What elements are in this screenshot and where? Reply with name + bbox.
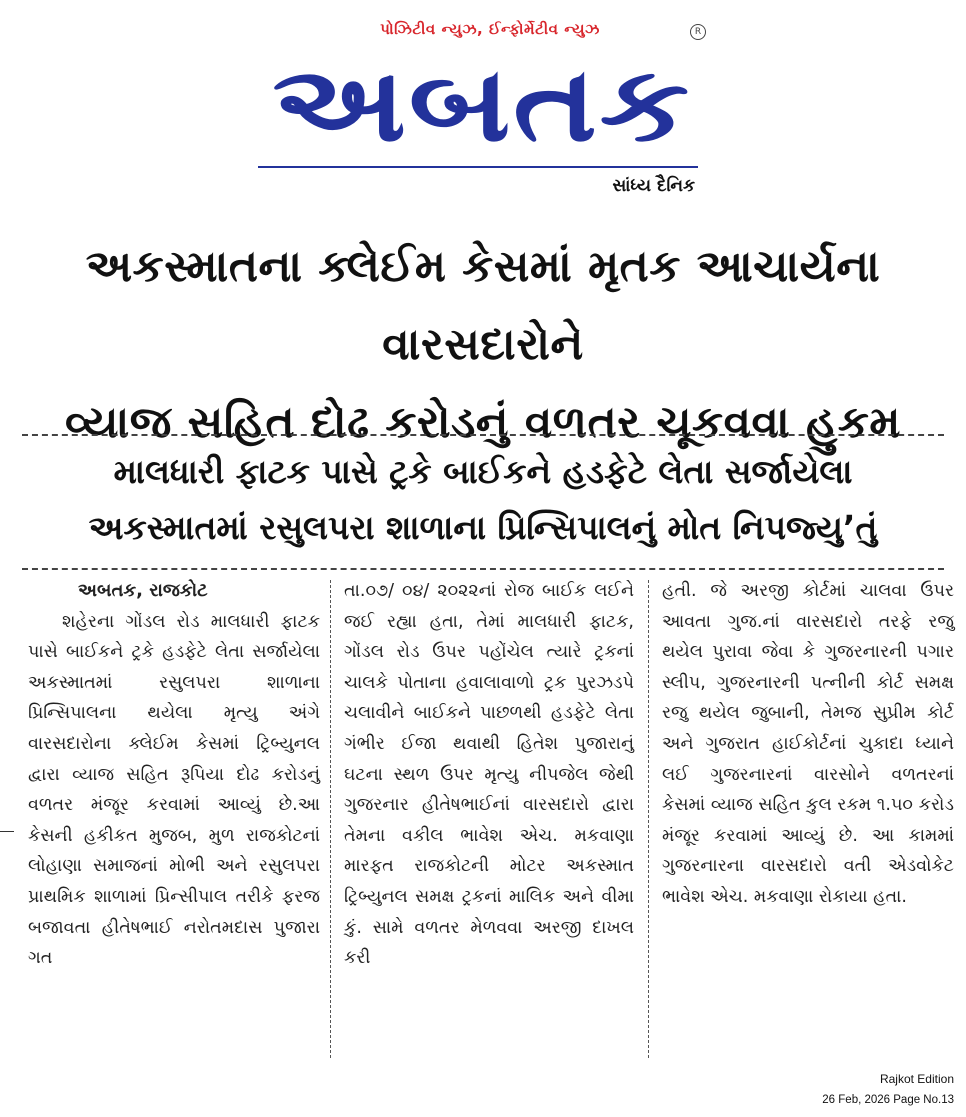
masthead-tagline: પોઝિટીવ ન્યુઝ, ઈન્ફોર્મેટીવ ન્યુઝ	[380, 20, 600, 38]
masthead-subtitle: સાંધ્ય દૈનિક	[612, 176, 695, 196]
column-2-text: તા.૦૭/ ૦૪/ ૨૦૨૨નાં રોજ બાઈક લઈને જઈ રહ્યા હતા, તેમાં માલધારી ફાટક, ગોંડલ રોડ ઉપર પહોંચેલ ત્યારે ટ્રકનાં ચાલકે પોતાના હવાલાવાળો ટ્રક પુરઝડપે ચલાવીને બાઈકને પાછળથી હડફેટે લેતા ગંભીર ઈજા થવાથી હિતેશ પુજારાનું ઘટના સ્થળ ઉપર મૃત્યુ નીપજેલ જેથી ગુજરનાર હીતેષભાઈનાં વારસદારો દ્વારા તેમના વકીલ ભાવેશ એચ. મકવાણા મારફત રાજકોટની મોટર અકસ્માત ટ્રિબ્યુનલ સમક્ષ ટ્રકનાં માલિક અને વીમા કું. સામે વળતર મેળવવા અરજી દાખલ કરી	[344, 581, 634, 969]
subheadline	[10, 444, 956, 556]
registered-mark: R	[690, 24, 706, 40]
article-column-3	[662, 576, 954, 913]
masthead	[0, 0, 966, 210]
column-3-text: હતી. જે અરજી કોર્ટમાં ચાલવા ઉપર આવતા ગુજ.નાં વારસદારો તરફે રજુ થયેલ પુરાવા જેવા કે ગુજરનારની પગાર સ્લીપ, ગુજરનારની પત્નીની કોર્ટ સમક્ષ રજુ થયેલ જુબાની, તેમજ સુપ્રીમ કોર્ટ અને ગુજરાત હાઈકોર્ટનાં ચુકાદા ધ્યાને લઈ ગુજરનારનાં વારસોને વળતરનાં કેસમાં વ્યાજ સહિત કુલ રકમ ૧.૫૦ કરોડ મંજૂર કરવામાં આવ્યું છે. આ કામમાં ગુજરનારના વારસદારો વતી એડવોકેટ ભાવેશ એચ. મકવાણા રોકાયા હતા.	[662, 581, 954, 907]
subheadline-line-1: માલધારી ફાટક પાસે ટ્રકે બાઈકને હડફેટે લેતા સર્જાયેલા	[113, 452, 853, 491]
headline	[10, 228, 956, 462]
edition-label: Rajkot Edition	[879, 1072, 954, 1086]
divider-top	[22, 434, 944, 436]
divider-bottom	[22, 568, 944, 570]
article-column-2	[344, 576, 634, 974]
column-1-text: શહેરના ગોંડલ રોડ માલધારી ફાટક પાસે બાઈકને ટ્રકે હડફેટે લેતા સર્જાયેલા અકસ્માતમાં રસુલપરા શાળાના પ્રિન્સિપાલના થયેલા મૃત્યુ અંગે વારસદારોના ક્લેઈમ કેસમાં ટ્રિબ્યુનલ દ્વારા વ્યાજ સહિત રૂપિયા દોઢ કરોડનું વળતર મંજૂર કરવામાં આવ્યું છે.આ કેસની હકીકત મુજબ, મુળ રાજકોટનાં લોહાણા સમાજનાં મોભી અને રસુલપરા પ્રાથમિક શાળામાં પ્રિન્સીપાલ તરીકે ફરજ બજાવતા હીતેષભાઈ નરોતમદાસ પુજારા ગત	[28, 611, 320, 969]
margin-mark	[0, 831, 14, 832]
article-column-1	[28, 576, 320, 974]
logo-underline	[258, 166, 698, 168]
headline-line-2: વ્યાજ સહિત દોઢ કરોડનું વળતર ચૂકવવા હુકમ	[65, 397, 901, 448]
date-page-label: 26 Feb, 2026 Page No.13	[822, 1094, 954, 1106]
headline-line-1: અકસ્માતના ક્લેઈમ કેસમાં મૃતક આચાર્યના વારસદારોને	[85, 241, 881, 370]
column-separator-1	[330, 580, 331, 1058]
newspaper-logo: અબતક	[272, 43, 692, 165]
dateline: અબતક, રાજકોટ	[78, 580, 208, 601]
subheadline-line-2: અકસ્માતમાં રસુલપરા શાળાના પ્રિન્સિપાલનું મોત નિપજ્યુ’તું	[88, 508, 878, 547]
column-separator-2	[648, 580, 649, 1058]
